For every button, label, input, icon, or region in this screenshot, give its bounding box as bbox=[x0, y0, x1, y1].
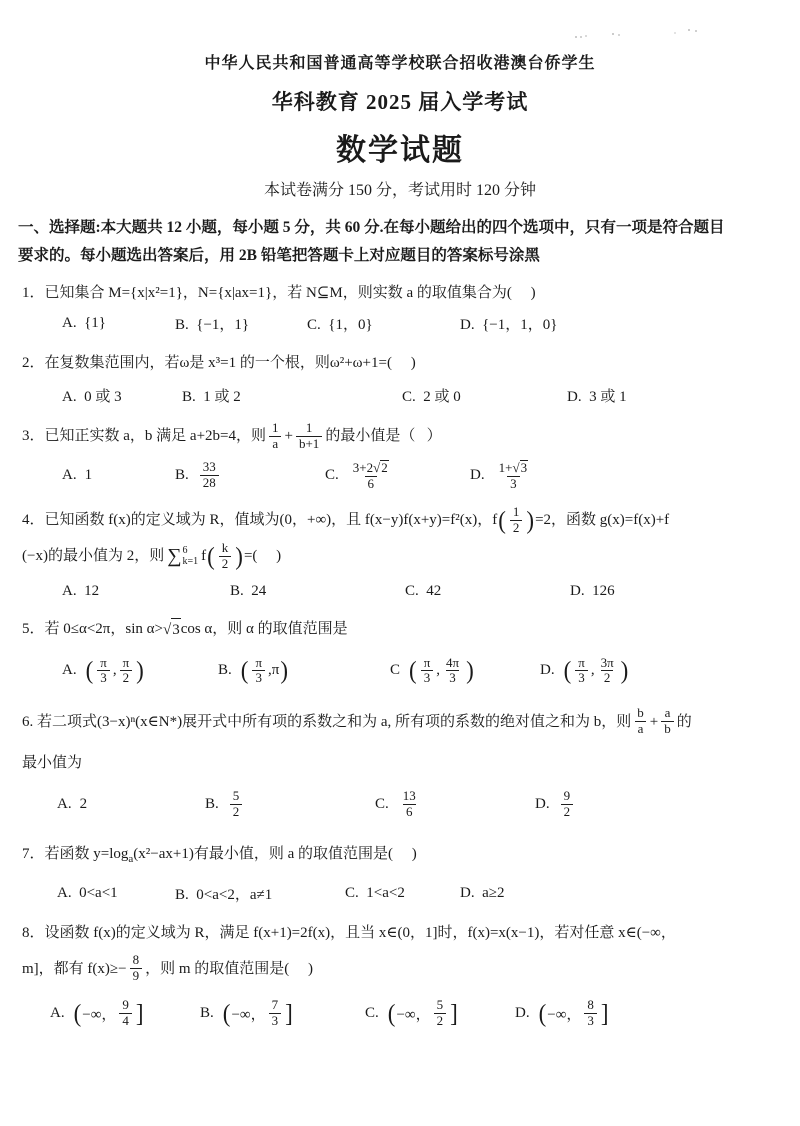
option-c: C. 1<a<2 bbox=[345, 885, 405, 902]
scan-smudge bbox=[688, 29, 690, 31]
sqrt: √ 2 bbox=[373, 459, 388, 475]
option-b: B. $\frac{33}{28}$ bbox=[175, 460, 325, 491]
exam-session-line: 华科教育 2025 届入学考试 bbox=[271, 90, 529, 114]
stem-text: 3．已知正实数 a，b 满足 a+2b=4，则 bbox=[22, 428, 266, 445]
option-d: D. ( −∞， $\frac{8}{3}$ ] bbox=[515, 997, 609, 1028]
option-a: A. ( −∞， $\frac{9}{4}$ ] bbox=[50, 997, 144, 1028]
stem-text: 5．若 0≤α<2π，sin α> bbox=[22, 621, 163, 637]
scan-smudge bbox=[612, 33, 614, 35]
option-b: B. 1 或 2 bbox=[182, 389, 241, 405]
question-6-options bbox=[22, 789, 786, 820]
question-5-stem bbox=[22, 618, 786, 641]
option-d: D. {−1，1，0} bbox=[460, 317, 558, 333]
right-paren: ) bbox=[526, 506, 535, 534]
stem-text: (−x)的最小值为 2，则 bbox=[22, 548, 165, 565]
question-4-options bbox=[22, 583, 786, 600]
fraction: 1+ √ 3 3 bbox=[498, 459, 528, 491]
question-2-stem: 2．在复数集范围内，若ω是 x³=1 的一个根，则ω²+ω+1=( ) bbox=[22, 355, 416, 371]
question-6-stem-line1 bbox=[22, 706, 786, 737]
question-7 bbox=[22, 843, 786, 904]
questions-area bbox=[22, 282, 786, 1029]
page-title: 数学试题 bbox=[336, 134, 464, 167]
fraction-1-over-a: $\frac{1}{a}$ bbox=[269, 421, 282, 452]
stem-text: f bbox=[201, 548, 207, 565]
section-instructions-line2: 要求的。每小题选出答案后，用 2B 铅笔把答题卡上对应题目的答案标号涂黑 bbox=[18, 247, 540, 264]
option-d: D. $\frac{9}{2}$ bbox=[535, 789, 576, 820]
stem-text: 7．若函数 y=log bbox=[22, 846, 129, 863]
question-3-stem bbox=[22, 421, 786, 452]
question-8-stem-line2 bbox=[22, 953, 786, 984]
exam-subtitle: 本试卷满分 150 分，考试用时 120 分钟 bbox=[263, 182, 536, 199]
option-a: A. 0<a<1 bbox=[57, 885, 118, 902]
option-b: B. {−1，1} bbox=[175, 317, 250, 333]
question-5-options bbox=[22, 656, 786, 687]
question-6-stem-line2: 最小值为 bbox=[22, 755, 83, 772]
exam-header bbox=[0, 0, 800, 200]
option-b: B. ( $\frac{\pi}{3}$ , π ) bbox=[218, 654, 289, 686]
option-a: A. 0 或 3 bbox=[62, 389, 122, 405]
fraction: 3+2 √ 2 6 bbox=[352, 459, 388, 491]
option-d: D. 3 或 1 bbox=[567, 389, 627, 405]
option-a: A. 12 bbox=[62, 582, 100, 599]
question-4-stem-line2 bbox=[22, 541, 786, 572]
summation: ∑ 6 k=1 bbox=[167, 545, 199, 568]
option-a: A. ( $\frac{\pi}{3}$ , $\frac{\pi}{2}$ ) bbox=[62, 654, 144, 686]
option-c: C. ( −∞， $\frac{5}{2}$ ] bbox=[365, 997, 458, 1028]
option-c: C. 3+2 √ 2 6 bbox=[325, 460, 470, 492]
fraction-1-over-b-plus-1: $\frac{1}{b+1}$ bbox=[296, 421, 322, 452]
question-2 bbox=[22, 352, 786, 406]
stem-text: 4．已知函数 f(x)的定义域为 R，值域为(0，+∞)，且 f(x−y)f(x+y)=f²(x)，f bbox=[22, 512, 498, 529]
option-a: A. {1} bbox=[62, 315, 106, 331]
fraction-k-over-2: $\frac{k}{2}$ bbox=[219, 541, 232, 572]
question-5 bbox=[22, 618, 786, 687]
right-paren: ) bbox=[235, 542, 243, 570]
section-1-instructions bbox=[18, 214, 782, 270]
option-d: D. 1+ √ 3 3 bbox=[470, 460, 534, 492]
left-paren: ( bbox=[207, 542, 215, 570]
question-4 bbox=[22, 505, 786, 600]
plus-sign: + bbox=[284, 428, 293, 445]
question-8-options bbox=[22, 998, 786, 1029]
question-2-options bbox=[22, 385, 786, 406]
left-paren: ( bbox=[498, 506, 506, 534]
log-base: a bbox=[128, 853, 134, 866]
question-7-stem bbox=[22, 843, 786, 870]
option-d: D. 126 bbox=[570, 582, 615, 599]
option-d: D. a≥2 bbox=[460, 885, 505, 902]
option-b: B. 24 bbox=[230, 582, 267, 599]
stem-text: cos α，则 α 的取值范围是 bbox=[180, 621, 348, 637]
question-1-stem: 1．已知集合 M={x|x²=1}，N={x|ax=1}，若 N⊆M，则实数 a 的取值集合为( ) bbox=[22, 285, 536, 301]
stem-text: m]，都有 f(x)≥− bbox=[22, 960, 127, 977]
option-c: C. {1，0} bbox=[307, 317, 373, 333]
question-3-options bbox=[22, 460, 786, 492]
question-8 bbox=[22, 922, 786, 1029]
option-d: D. ( $\frac{\pi}{3}$ , $\frac{3\pi}{2}$ ) bbox=[540, 654, 629, 686]
fraction-1-over-2: $\frac{1}{2}$ bbox=[510, 505, 523, 536]
sqrt-3: √ 3 bbox=[163, 618, 181, 641]
section-instructions-line1: 一、选择题:本大题共 12 小题，每小题 5 分，共 60 分.在每小题给出的四个选项中，只有一项是符合题目 bbox=[18, 219, 725, 236]
option-a: A. 2 bbox=[57, 796, 88, 813]
fraction-b-over-a: $\frac{b}{a}$ bbox=[634, 706, 647, 737]
stem-text: ，则 m 的取值范围是( ) bbox=[145, 960, 314, 977]
scan-smudge bbox=[575, 36, 577, 38]
option-c: C. $\frac{13}{6}$ bbox=[375, 788, 416, 820]
question-4-stem-line1 bbox=[22, 505, 786, 536]
option-a: A. 1 bbox=[62, 467, 93, 484]
stem-text: 的 bbox=[676, 713, 692, 730]
plus-sign: + bbox=[649, 713, 659, 730]
stem-text: 6. 若二项式(3−x)ⁿ(x∈N*)展开式中所有项的系数之和为 a, 所有项的系数的绝对值之和为 b，则 bbox=[22, 713, 632, 730]
question-7-options bbox=[22, 883, 786, 904]
question-1 bbox=[22, 282, 786, 334]
option-b: B. 0<a<2，a≠1 bbox=[175, 887, 273, 904]
question-8-stem-line1: 8．设函数 f(x)的定义域为 R，满足 f(x+1)=2f(x)，且当 x∈(0，1]时，f(x)=x(x−1)，若对任意 x∈(−∞， bbox=[22, 925, 676, 942]
exam-org-line: 中华人民共和国普通高等学校联合招收港澳台侨学生 bbox=[204, 55, 596, 72]
stem-text: =( ) bbox=[243, 548, 282, 565]
question-6 bbox=[22, 706, 786, 820]
sqrt: √ 3 bbox=[512, 459, 528, 475]
fraction-8-over-9: $\frac{8}{9}$ bbox=[130, 953, 143, 984]
stem-text: =2，函数 g(x)=f(x)+f bbox=[535, 512, 670, 529]
fraction-a-over-b: $\frac{a}{b}$ bbox=[661, 706, 674, 737]
question-1-options bbox=[22, 313, 786, 334]
question-3 bbox=[22, 421, 786, 492]
option-b: B. $\frac{5}{2}$ bbox=[205, 789, 375, 820]
stem-text: (x²−ax+1)有最小值，则 a 的取值范围是( ) bbox=[133, 846, 417, 863]
option-c: C. 42 bbox=[405, 582, 442, 599]
fraction: $\frac{33}{28}$ bbox=[200, 460, 219, 491]
option-b: B. ( −∞， $\frac{7}{3}$ ] bbox=[200, 997, 293, 1028]
option-c: C. 2 或 0 bbox=[402, 389, 461, 405]
stem-text: 的最小值是（ ） bbox=[325, 428, 442, 445]
option-c: C ( $\frac{\pi}{3}$ , $\frac{4\pi}{3}$ ) bbox=[390, 654, 474, 686]
